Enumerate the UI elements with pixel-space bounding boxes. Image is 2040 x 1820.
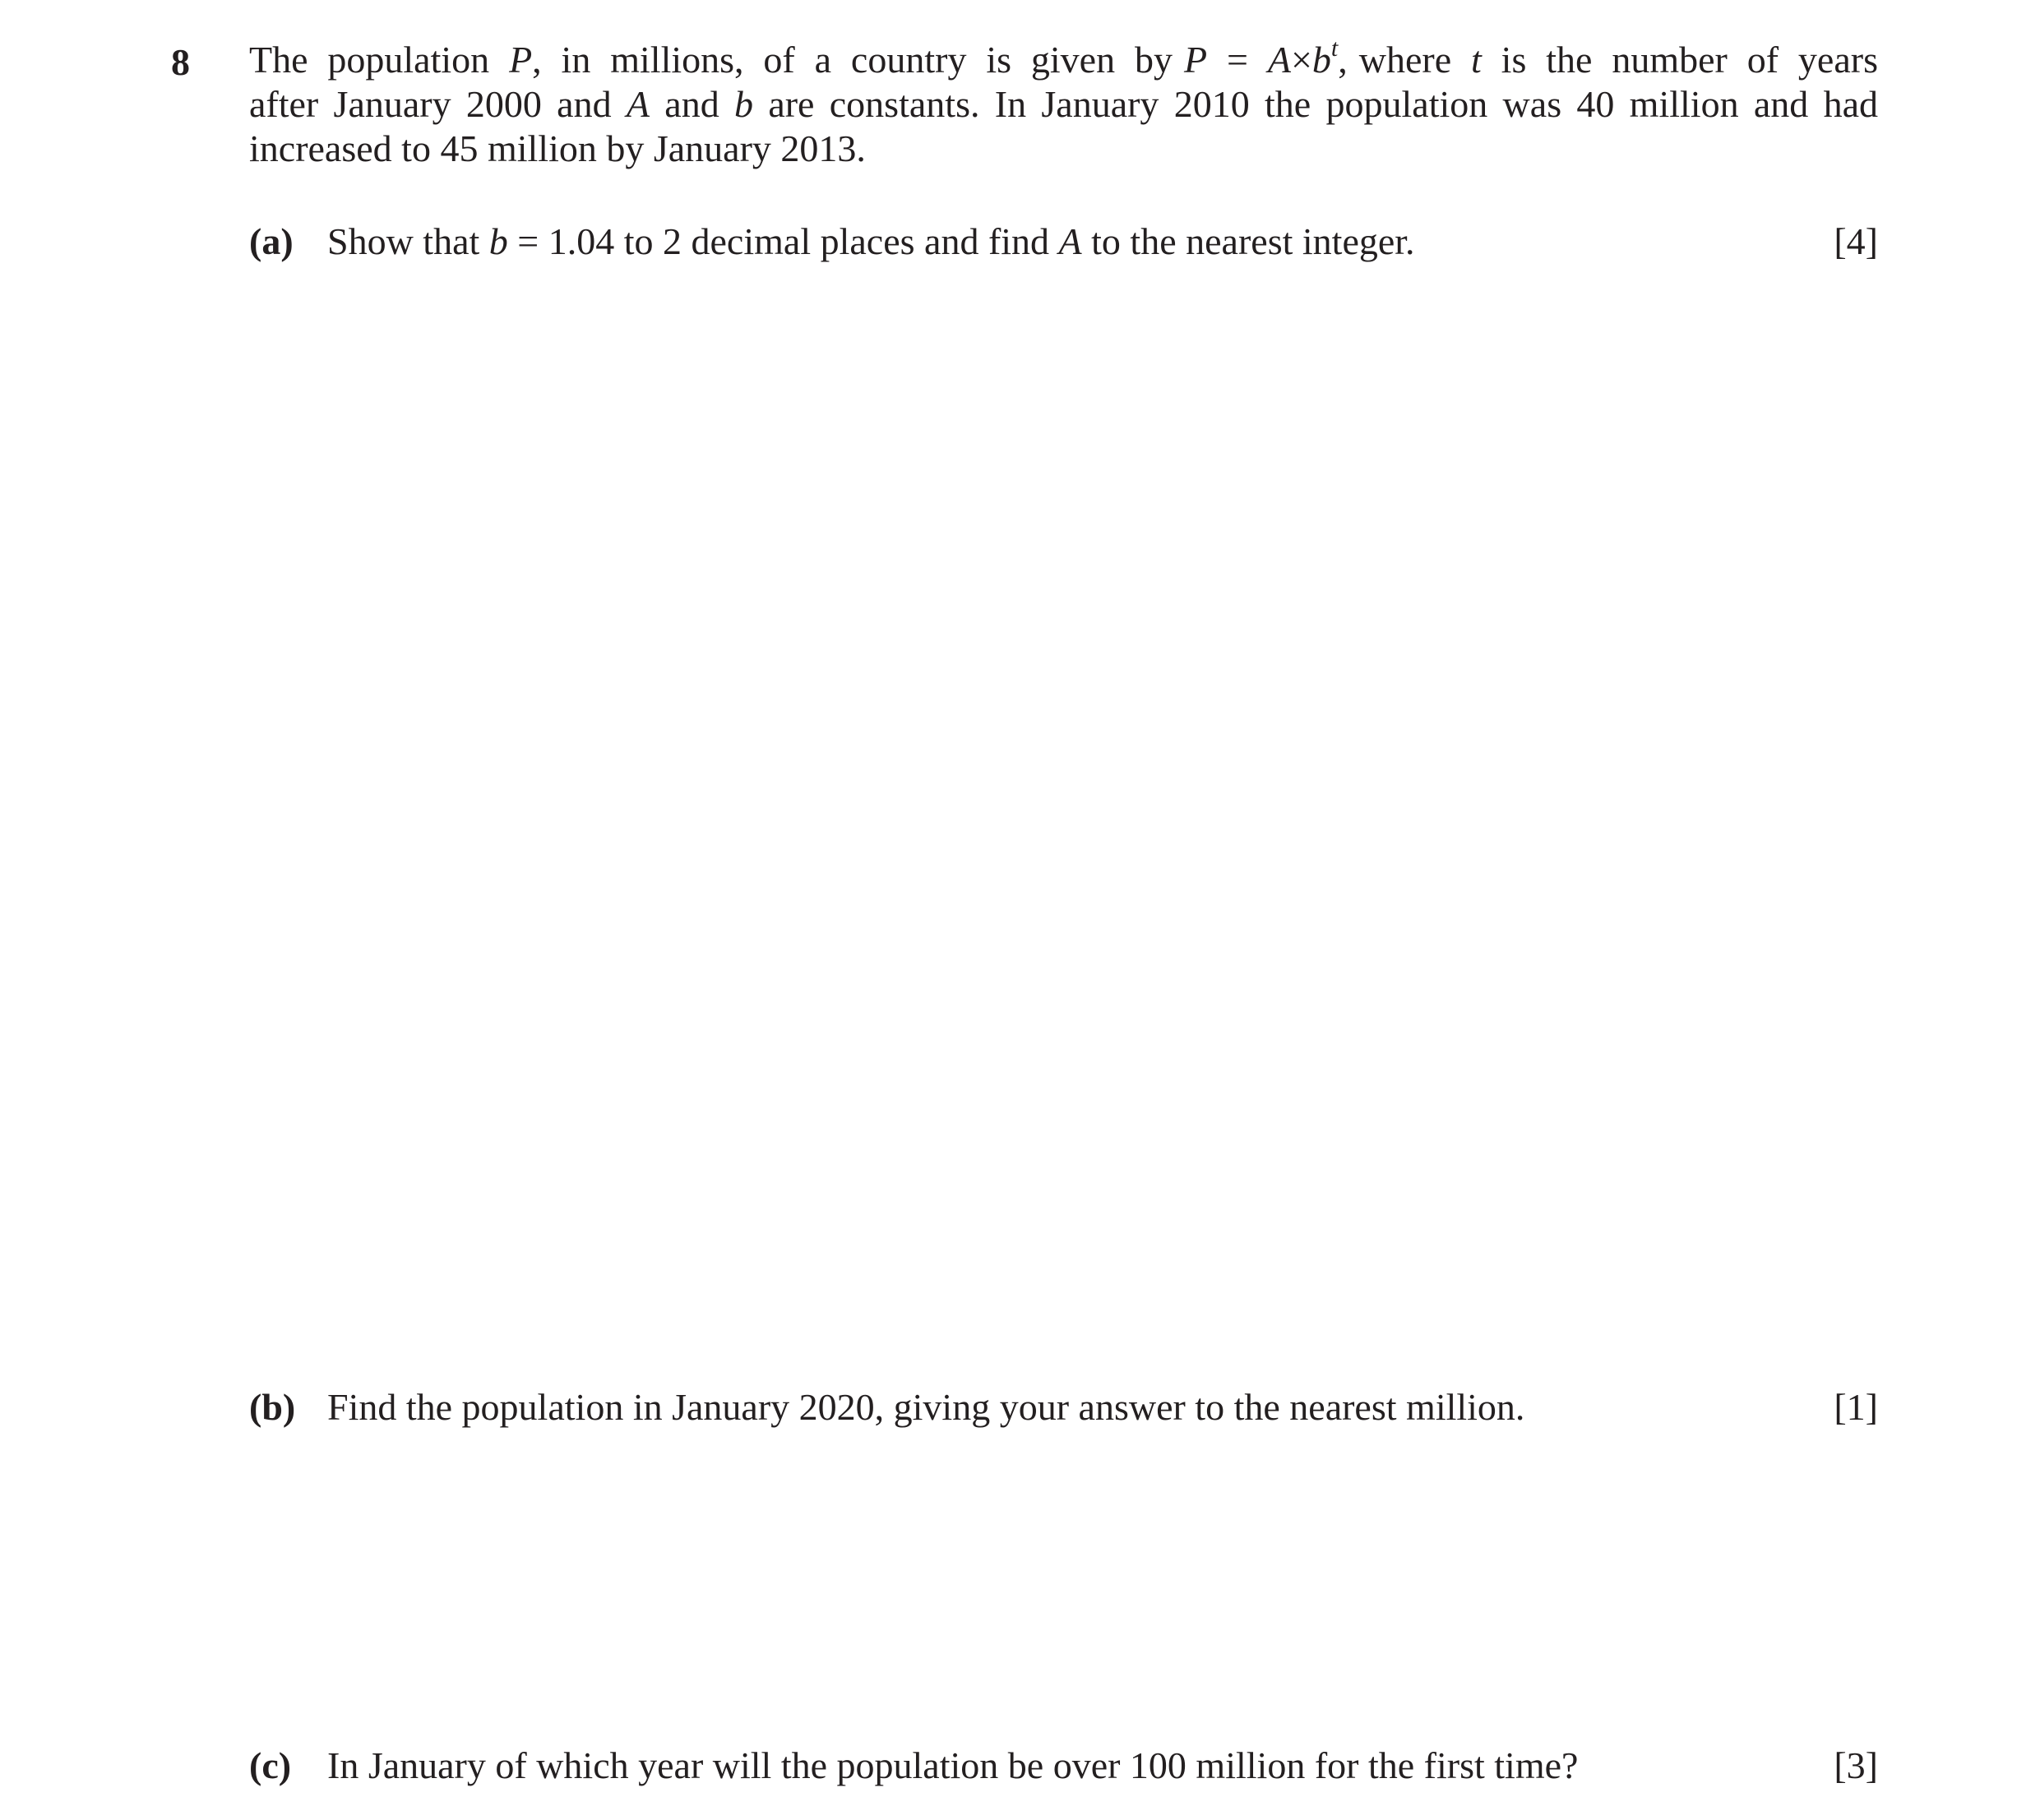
- formula-variable-b: b: [1311, 39, 1331, 81]
- part-text: to the nearest integer.: [1081, 220, 1415, 262]
- stem-text: and: [650, 83, 735, 125]
- stem-text: , in millions, of a country is given by: [532, 39, 1173, 81]
- formula-variable-p: P: [1184, 39, 1208, 81]
- part-text: In January of which year will the population be over 100 million for the first time?: [327, 1744, 1579, 1786]
- stem-line-2: [249, 82, 1878, 127]
- marks: [1]: [1834, 1386, 1878, 1428]
- variable-b: b: [488, 220, 508, 262]
- variable-b: b: [734, 83, 754, 125]
- marks: [4]: [1834, 220, 1878, 262]
- marks: [3]: [1834, 1744, 1878, 1786]
- variable-p: P: [509, 39, 533, 81]
- stem-line-3: increased to 45 million by January 2013.: [249, 127, 866, 169]
- part-text: = 1.04 to 2 decimal places and find: [507, 220, 1059, 262]
- part-b: [249, 1383, 1878, 1432]
- part-a: [249, 217, 1878, 266]
- formula-comma: ,: [1338, 39, 1348, 81]
- variable-t: t: [1471, 39, 1482, 81]
- part-c: [249, 1741, 1878, 1790]
- question-number: 8: [171, 41, 190, 83]
- part-label: (a): [249, 220, 294, 262]
- formula-equals: =: [1207, 39, 1268, 81]
- stem-text: The population: [249, 39, 510, 81]
- formula-variable-a: A: [1267, 39, 1291, 81]
- part-text: Show that: [327, 220, 489, 262]
- formula-exponent-t: t: [1330, 34, 1339, 62]
- part-text: Find the population in January 2020, giving your answer to the nearest million.: [327, 1386, 1525, 1428]
- stem-text: after January 2000 and: [249, 83, 627, 125]
- question-stem: [249, 34, 1879, 171]
- stem-line-1: [249, 34, 1878, 82]
- stem-text: are constants. In January 2010 the population was 40 million and had: [753, 83, 1879, 125]
- stem-text: where: [1358, 39, 1471, 81]
- variable-a: A: [626, 83, 650, 125]
- stem-text: is the number of years: [1481, 39, 1878, 81]
- variable-a: A: [1058, 220, 1082, 262]
- part-label: (b): [249, 1386, 296, 1428]
- formula-times: ×: [1290, 39, 1312, 81]
- population-formula: [1184, 34, 1348, 81]
- part-label: (c): [249, 1744, 292, 1786]
